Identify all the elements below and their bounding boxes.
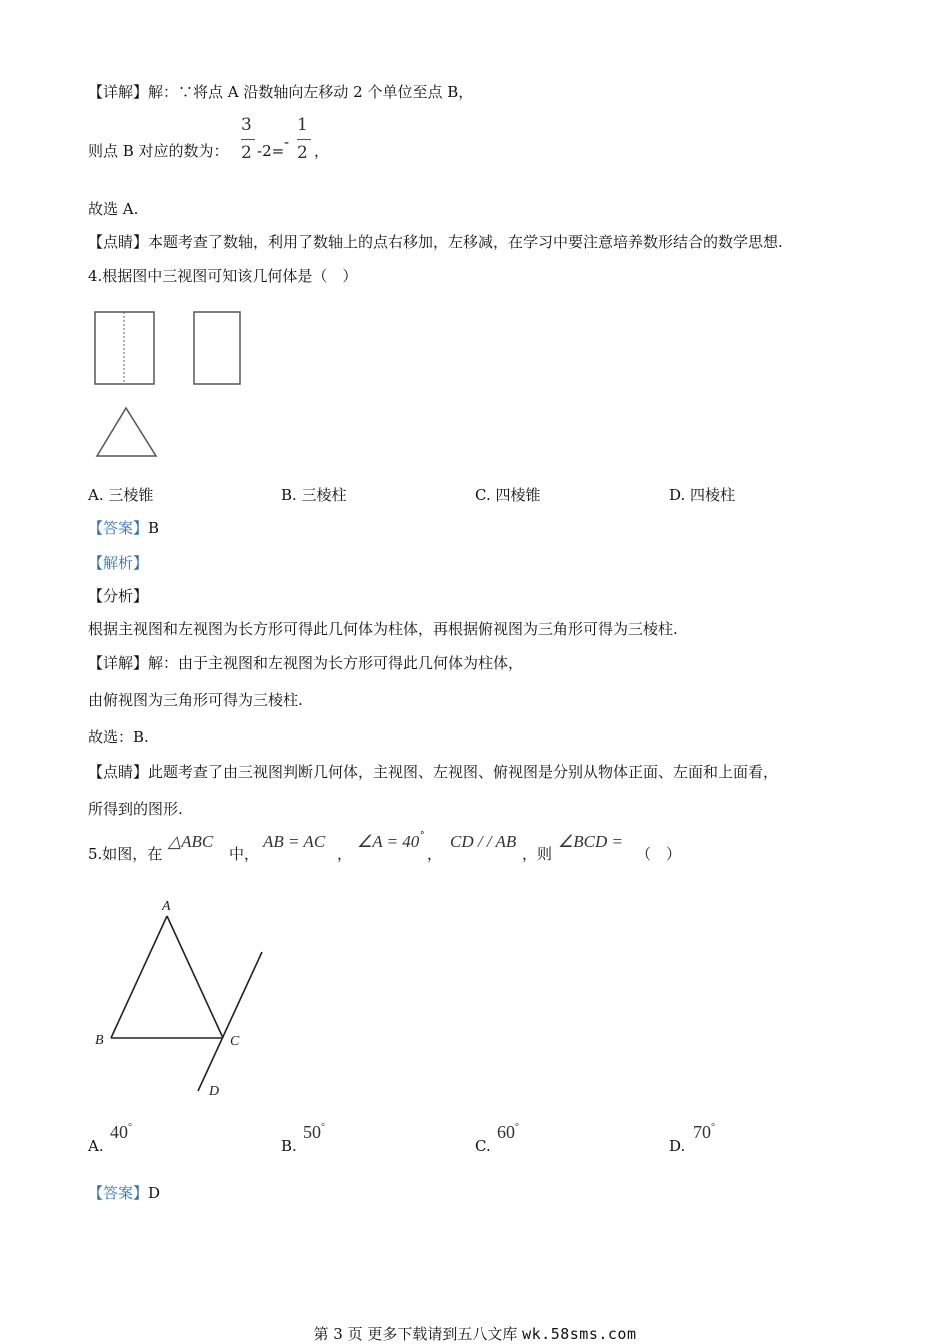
q5-comma-1: ， — [337, 845, 353, 863]
minus-two-text: -2= — [257, 142, 285, 160]
answer-value: B — [148, 519, 160, 537]
detail-text: 解：由于主视图和左视图为长方形可得此几何体为柱体， — [148, 654, 524, 672]
q5-triangle-abc: △ABC — [168, 832, 214, 851]
q5-option-b-value: 50° — [303, 1122, 325, 1142]
q5-ab-eq-ac: AB = AC — [263, 832, 326, 851]
q5-option-b-letter: B. — [281, 1137, 297, 1155]
comment-text: 本题考查了数轴，利用了数轴上的点右移加，左移减，在学习中要注意培养数形结合的数学思想. — [148, 233, 783, 251]
q4-comment-line-2: 所得到的图形. — [88, 800, 183, 818]
q5-degree-mark: ° — [420, 831, 425, 841]
result-prefix: 则点 B 对应的数为： — [88, 142, 229, 160]
answer-value: D — [148, 1184, 161, 1202]
q4-answer-line — [88, 518, 159, 538]
detail-tag: 【详解】 — [88, 83, 149, 101]
q5-triangle-figure — [90, 890, 290, 1105]
answer-tag: 【答案】 — [88, 519, 149, 537]
q5-option-d-letter: D. — [669, 1137, 686, 1155]
side-ab — [111, 916, 167, 1038]
q4-stem: 4.根据图中三视图可知该几何体是（ ） — [88, 267, 358, 285]
page-footer — [0, 1323, 950, 1344]
footer-site: wk.58sms.com — [522, 1325, 637, 1343]
q5-in: 中， — [229, 845, 260, 863]
q4-analysis-tag: 【解析】 — [88, 554, 149, 572]
q5-option-a-letter: A. — [88, 1137, 104, 1155]
q5-option-a-value: 40° — [110, 1122, 132, 1142]
side-ac — [167, 916, 223, 1038]
q5-then: ，则 — [522, 845, 553, 863]
q3-result-line — [88, 141, 229, 161]
q3-choice: 故选 A. — [88, 200, 139, 218]
q4-comment-line — [88, 762, 778, 782]
q5-option-c-letter: C. — [475, 1137, 491, 1155]
three-view-figure — [90, 308, 250, 463]
q5-angle-bcd: ∠BCD = — [558, 832, 623, 851]
q4-analyze-tag: 【分析】 — [88, 587, 149, 605]
label-b: B — [95, 1033, 104, 1048]
q5-paren: （ ） — [636, 845, 682, 863]
q5-answer-line — [88, 1183, 160, 1203]
label-a: A — [162, 899, 171, 914]
document-page: 【详解】解：∵将点 A 沿数轴向左移动 2 个单位至点 B， 则点 B 对应的数为： 3 2 -2= - 1 2 ， 故选 A. 【点睛】本题考查了数轴，利用了数轴上的点右移加，左移减，在学习中要注意培养数形结合的数学思想. 4.根据图中三视图可知该几何体是（ ） A. 三棱锥 B. 三棱柱 C. 四棱锥 D. 四棱柱 【答案】B 【解析】 【分析】 根据主视图和左视图为长方形可得此几何体为柱体，再根据俯视图为三角形可得为三棱柱. 【详解】解：由于主视图和左视图为长方形可得此几何体为柱体， 由俯视图为三角形可得为三棱柱. 故选：B. 【点睛】此题考查了由三视图判断几何体，主视图、左视图、俯视图是分别从物体正面、左面和上面看， 所得到的图形. 5.如图，在 △ABC 中， AB = AC ， ∠A = 40 ° ， CD / / AB ，则 ∠BCD = （ ） A B C D A. 40° B. 50° C. 60° D. 70° 【答案】D 第 3 页 更多下载请到五八文库 wk.58sms.com — [0, 0, 950, 1344]
q5-cd-parallel-ab: CD / / AB — [450, 832, 517, 851]
q4-option-c: C. 四棱锥 — [475, 486, 541, 504]
detail-tag: 【详解】 — [88, 654, 149, 672]
q4-option-b: B. 三棱柱 — [281, 486, 347, 504]
result-suffix: ， — [314, 142, 330, 160]
q4-option-d: D. 四棱柱 — [669, 486, 736, 504]
label-c: C — [230, 1034, 240, 1049]
q5-option-d-value: 70° — [693, 1122, 715, 1142]
side-view-rect — [194, 312, 240, 384]
comment-tag: 【点睛】 — [88, 233, 149, 251]
q5-option-c-value: 60° — [497, 1122, 519, 1142]
detail-text: 解：∵将点 A 沿数轴向左移动 2 个单位至点 B， — [148, 83, 474, 101]
comment-text: 此题考查了由三视图判断几何体，主视图、左视图、俯视图是分别从物体正面、左面和上面看， — [148, 763, 779, 781]
answer-tag: 【答案】 — [88, 1184, 149, 1202]
q4-analyze-text: 根据主视图和左视图为长方形可得此几何体为柱体，再根据俯视图为三角形可得为三棱柱. — [88, 620, 678, 638]
q3-comment-line — [88, 232, 783, 252]
q4-detail-line — [88, 653, 523, 673]
q4-option-a: A. 三棱锥 — [88, 486, 154, 504]
line-cd — [198, 952, 262, 1091]
comment-tag: 【点睛】 — [88, 763, 149, 781]
q4-choice: 故选：B. — [88, 728, 149, 746]
q5-stem-prefix: 5.如图，在 — [88, 845, 163, 863]
q5-angle-a: ∠A = 40 — [357, 832, 420, 851]
q5-comma-2: ， — [427, 845, 443, 863]
label-d: D — [209, 1084, 220, 1099]
q3-detail-line — [88, 82, 473, 102]
q4-detail-line-2: 由俯视图为三角形可得为三棱柱. — [88, 691, 303, 709]
minus-sign: - — [284, 133, 290, 151]
top-view-triangle — [97, 408, 156, 456]
footer-text: 第 3 页 更多下载请到五八文库 — [313, 1325, 523, 1343]
